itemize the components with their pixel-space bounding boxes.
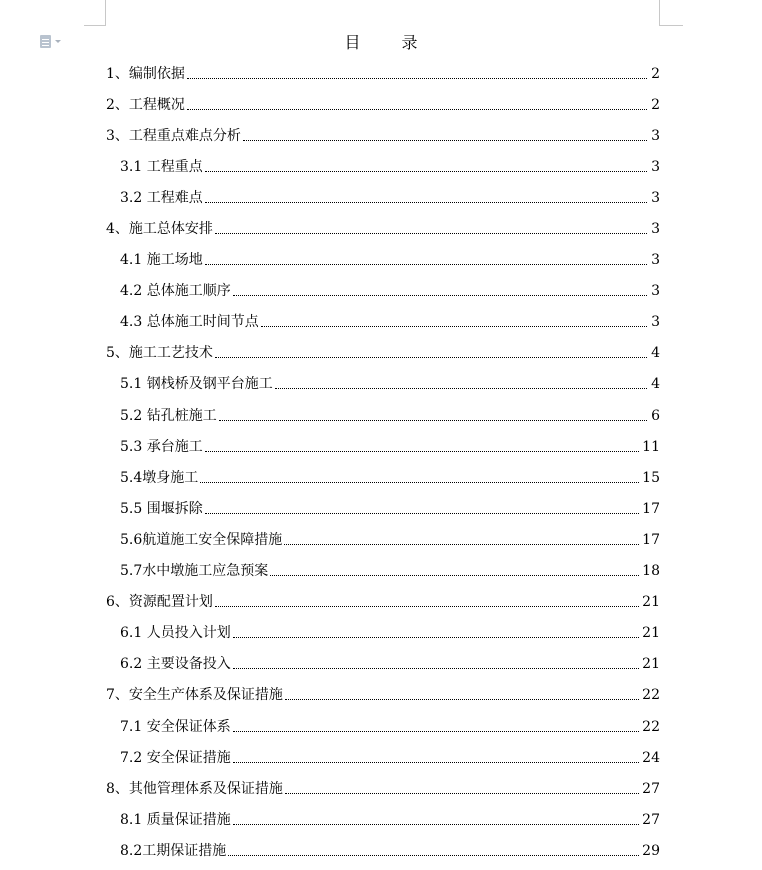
toc-entry-label: 7、安全生产体系及保证措施 (106, 687, 283, 704)
toc-entry-page-number: 27 (642, 811, 660, 828)
toc-leader-dots (219, 420, 647, 421)
toc-entry[interactable] (106, 58, 660, 89)
toc-leader-dots (205, 451, 639, 452)
toc-entry-label: 1、编制依据 (106, 65, 185, 82)
toc-leader-dots (200, 482, 639, 483)
toc-entry[interactable] (106, 151, 660, 182)
toc-leader-dots (187, 109, 647, 110)
toc-entry-label: 5.5 围堰拆除 (120, 500, 203, 517)
toc-entry[interactable] (106, 276, 660, 307)
toc-entry[interactable] (106, 431, 660, 462)
toc-entry-page-number: 17 (642, 500, 660, 517)
toc-entry-page-number: 27 (642, 780, 660, 797)
toc-leader-dots (261, 326, 647, 327)
toc-entry[interactable] (106, 649, 660, 680)
toc-entry-label: 7.1 安全保证体系 (120, 718, 231, 735)
toc-leader-dots (233, 295, 647, 296)
toc-entry-page-number: 3 (651, 158, 660, 175)
toc-leader-dots (284, 544, 639, 545)
toc-entry-label: 5.1 钢栈桥及钢平台施工 (120, 376, 273, 393)
toc-entry-page-number: 4 (651, 376, 660, 393)
toc-entry-page-number: 15 (642, 469, 660, 486)
toc-entry-page-number: 3 (651, 252, 660, 269)
toc-entry-page-number: 22 (642, 718, 660, 735)
table-of-contents (106, 58, 660, 866)
toc-entry[interactable] (106, 120, 660, 151)
toc-entry[interactable] (106, 618, 660, 649)
toc-entry[interactable] (106, 213, 660, 244)
toc-entry-page-number: 3 (651, 127, 660, 144)
toc-entry-page-number: 3 (651, 189, 660, 206)
toc-entry-label: 5.3 承台施工 (120, 438, 203, 455)
toc-leader-dots (205, 171, 647, 172)
toc-entry-label: 4.3 总体施工时间节点 (120, 314, 259, 331)
toc-entry-label: 6.2 主要设备投入 (120, 656, 231, 673)
toc-entry[interactable] (106, 400, 660, 431)
toc-entry-label: 5.7水中墩施工应急预案 (120, 563, 269, 580)
toc-entry-page-number: 4 (651, 345, 660, 362)
toc-entry-label: 8.1 质量保证措施 (120, 811, 231, 828)
toc-entry-label: 4.2 总体施工顺序 (120, 283, 231, 300)
toc-entry-label: 3.2 工程难点 (120, 189, 203, 206)
toc-entry-label: 5.6航道施工安全保障措施 (120, 531, 283, 548)
toc-entry[interactable] (106, 89, 660, 120)
toc-entry[interactable] (106, 182, 660, 213)
crop-mark-top-right (659, 25, 683, 26)
toc-leader-dots (187, 78, 647, 79)
toc-entry[interactable] (106, 338, 660, 369)
toc-entry[interactable] (106, 307, 660, 338)
toc-entry-page-number: 22 (642, 687, 660, 704)
crop-mark-top-left (105, 0, 106, 25)
toc-entry-label: 5.2 钻孔桩施工 (120, 407, 217, 424)
toc-entry-page-number: 24 (642, 749, 660, 766)
toc-entry-page-number: 21 (642, 594, 660, 611)
toc-entry-page-number: 17 (642, 531, 660, 548)
toc-entry[interactable] (106, 804, 660, 835)
toc-entry[interactable] (106, 369, 660, 400)
toc-entry-label: 6、资源配置计划 (106, 594, 213, 611)
toc-entry-label: 8.2工期保证措施 (120, 842, 227, 859)
toc-leader-dots (275, 388, 647, 389)
toc-entry-page-number: 3 (651, 221, 660, 238)
toc-leader-dots (215, 606, 639, 607)
toc-entry-page-number: 3 (651, 283, 660, 300)
toc-leader-dots (205, 513, 639, 514)
toc-entry-label: 5.4墩身施工 (120, 469, 199, 486)
toc-entry[interactable] (106, 742, 660, 773)
toc-entry-label: 8、其他管理体系及保证措施 (106, 780, 283, 797)
toc-leader-dots (285, 793, 639, 794)
crop-mark-top-left (84, 25, 106, 26)
toc-entry-label: 3.1 工程重点 (120, 158, 203, 175)
toc-entry-label: 6.1 人员投入计划 (120, 625, 231, 642)
toc-leader-dots (233, 637, 639, 638)
toc-leader-dots (285, 699, 639, 700)
toc-entry[interactable] (106, 680, 660, 711)
toc-leader-dots (205, 202, 647, 203)
toc-entry[interactable] (106, 556, 660, 587)
toc-entry-label: 4.1 施工场地 (120, 252, 203, 269)
toc-leader-dots (215, 233, 647, 234)
toc-title: 目 录 (344, 33, 436, 52)
toc-entry-page-number: 29 (642, 842, 660, 859)
toc-entry-page-number: 2 (651, 96, 660, 113)
toc-entry-label: 7.2 安全保证措施 (120, 749, 231, 766)
toc-entry-label: 4、施工总体安排 (106, 221, 213, 238)
toc-leader-dots (215, 357, 647, 358)
toc-entry-label: 5、施工工艺技术 (106, 345, 213, 362)
toc-entry[interactable] (106, 773, 660, 804)
toc-entry-page-number: 21 (642, 656, 660, 673)
toc-entry-page-number: 21 (642, 625, 660, 642)
toc-entry-page-number: 6 (651, 407, 660, 424)
toc-entry-page-number: 3 (651, 314, 660, 331)
toc-leader-dots (233, 731, 639, 732)
toc-entry[interactable] (106, 711, 660, 742)
toc-entry-label: 3、工程重点难点分析 (106, 127, 241, 144)
toc-entry[interactable] (106, 245, 660, 276)
toc-leader-dots (243, 140, 647, 141)
toc-entry[interactable] (106, 835, 660, 866)
toc-entry[interactable] (106, 462, 660, 493)
toc-entry-label: 2、工程概况 (106, 96, 185, 113)
toc-leader-dots (233, 762, 639, 763)
toc-entry-page-number: 11 (642, 438, 660, 455)
toc-entry[interactable] (106, 587, 660, 618)
toc-leader-dots (233, 668, 639, 669)
crop-mark-top-right (659, 0, 660, 25)
toc-leader-dots (228, 855, 639, 856)
toc-entry-page-number: 18 (642, 563, 660, 580)
toc-leader-dots (270, 575, 639, 576)
toc-leader-dots (233, 824, 639, 825)
toc-entry[interactable] (106, 493, 660, 524)
toc-leader-dots (205, 264, 647, 265)
toc-entry[interactable] (106, 524, 660, 555)
toc-entry-page-number: 2 (651, 65, 660, 82)
